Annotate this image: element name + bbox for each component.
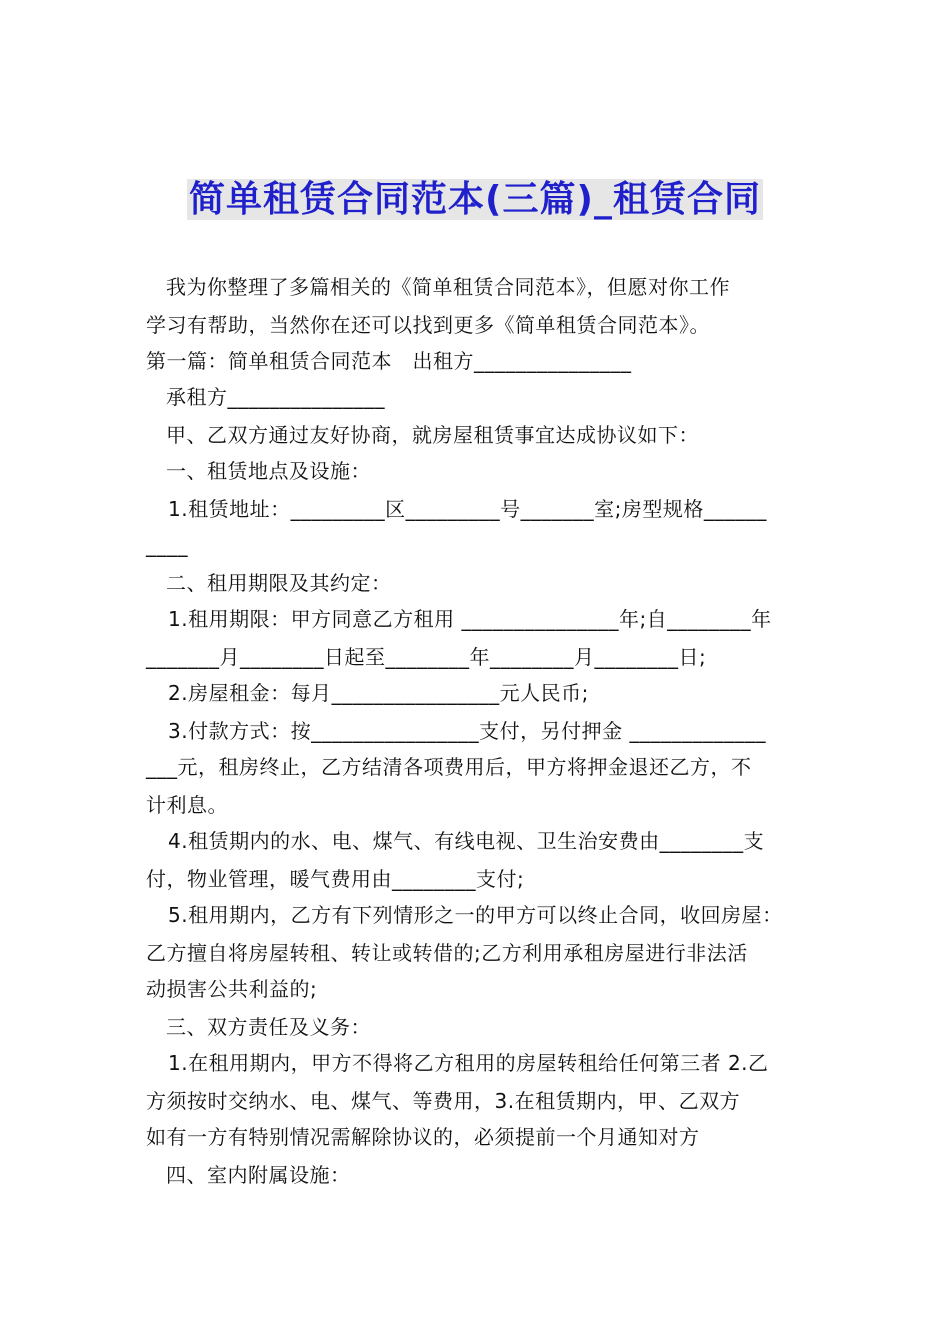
paragraph-line: 第一篇：简单租赁合同范本 出租方_______________ bbox=[146, 349, 632, 373]
paragraph-line: 1.在租用期内，甲方不得将乙方租用的房屋转租给任何第三者 2.乙 bbox=[168, 1051, 769, 1075]
paragraph-line: 学习有帮助，当然你在还可以找到更多《简单租赁合同范本》。 bbox=[146, 313, 710, 337]
paragraph-line: 计利息。 bbox=[146, 793, 228, 817]
paragraph-line: 4.租赁期内的水、电、煤气、有线电视、卫生治安费由________支 bbox=[168, 829, 765, 853]
paragraph-line: ___元，租房终止，乙方结清各项费用后，甲方将押金退还乙方，不 bbox=[146, 755, 752, 779]
section-heading: 二、租用期限及其约定： bbox=[166, 571, 392, 595]
paragraph-line: 2.房屋租金：每月________________元人民币; bbox=[168, 681, 589, 705]
paragraph-line: 甲、乙双方通过友好协商，就房屋租赁事宜达成协议如下： bbox=[166, 423, 699, 447]
paragraph-line: 如有一方有特别情况需解除协议的，必须提前一个月通知对方 bbox=[146, 1125, 700, 1149]
title-text: 简单租赁合同范本(三篇)_租赁合同 bbox=[189, 179, 761, 220]
paragraph-line: 动损害公共利益的; bbox=[146, 977, 318, 1001]
paragraph-line: ____ bbox=[146, 533, 188, 557]
paragraph-line: 5.租用期内，乙方有下列情形之一的甲方可以终止合同，收回房屋： bbox=[168, 903, 783, 927]
paragraph-line: 付，物业管理，暖气费用由________支付; bbox=[146, 867, 525, 891]
section-heading: 一、租赁地点及设施： bbox=[166, 459, 371, 483]
paragraph-line: _______月________日起至________年________月________日; bbox=[146, 645, 707, 669]
paragraph-line: 承租方_______________ bbox=[166, 385, 385, 409]
paragraph-line: 乙方擅自将房屋转租、转让或转借的;乙方利用承租房屋进行非法活 bbox=[146, 941, 748, 965]
section-heading: 三、双方责任及义务： bbox=[166, 1015, 371, 1039]
document-title bbox=[0, 176, 950, 224]
paragraph-line: 1.租赁地址：_________区_________号_______室;房型规格______ bbox=[168, 497, 767, 521]
paragraph-line: 3.付款方式：按________________支付，另付押金 _____________ bbox=[168, 719, 766, 743]
section-heading: 四、室内附属设施： bbox=[166, 1163, 351, 1187]
paragraph-line: 1.租用期限：甲方同意乙方租用 _______________年;自________年 bbox=[168, 607, 772, 631]
paragraph-line: 我为你整理了多篇相关的《简单租赁合同范本》，但愿对你工作 bbox=[166, 275, 730, 299]
paragraph-line: 方须按时交纳水、电、煤气、等费用，3.在租赁期内，甲、乙双方 bbox=[146, 1089, 741, 1113]
